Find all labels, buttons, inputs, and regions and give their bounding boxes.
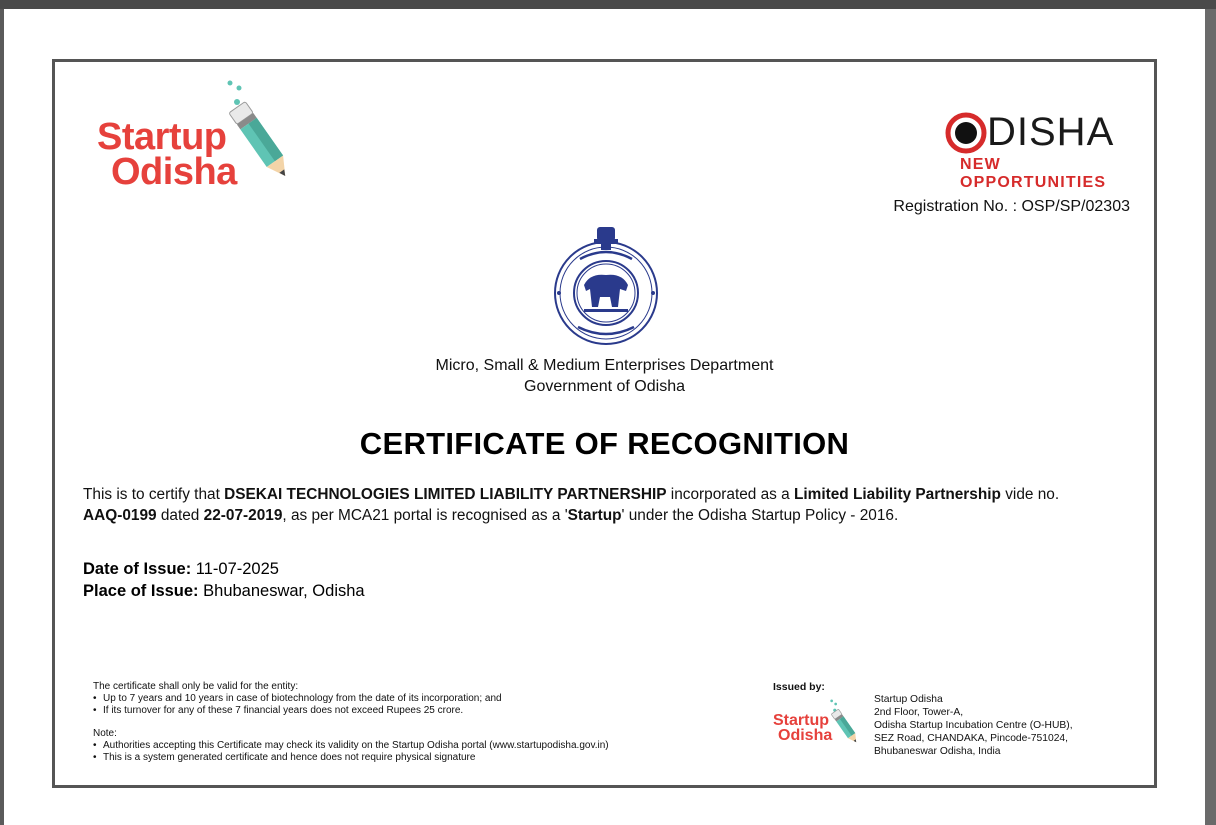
startup-odisha-small-line2: Odisha bbox=[778, 727, 833, 744]
odisha-logo bbox=[945, 107, 1135, 191]
validity-item: • If its turnover for any of these 7 financial years does not exceed Rupees 25 crore. bbox=[93, 705, 609, 717]
certificate-body bbox=[83, 484, 1143, 526]
entity-name: DSEKAI TECHNOLOGIES LIMITED LIABILITY PARTNERSHIP bbox=[224, 486, 667, 503]
address-line: Odisha Startup Incubation Centre (O-HUB), bbox=[874, 720, 1073, 731]
certificate-title: CERTIFICATE OF RECOGNITION bbox=[359, 426, 850, 461]
startup-odisha-logo-small bbox=[769, 695, 869, 755]
body-text-6: ' under the Odisha Startup Policy - 2016. bbox=[621, 507, 899, 524]
odisha-logo-word: DISHA bbox=[987, 110, 1115, 154]
place-of-issue-value: Bhubaneswar, Odisha bbox=[198, 582, 365, 600]
department-name: Micro, Small & Medium Enterprises Department bbox=[435, 357, 774, 374]
state-emblem-icon bbox=[550, 225, 662, 345]
date-of-issue bbox=[83, 560, 279, 579]
body-text-3: vide no. bbox=[1000, 486, 1060, 503]
body-text-4: dated bbox=[156, 507, 204, 524]
note-item: • Authorities accepting this Certificate may check its validity on the Startup Odisha portal (www.startupodisha.gov.in) bbox=[93, 740, 609, 752]
place-of-issue bbox=[83, 582, 365, 601]
note-heading: Note: bbox=[93, 728, 117, 739]
address-line: SEZ Road, CHANDAKA, Pincode-751024, bbox=[874, 733, 1069, 744]
startup-word: Startup bbox=[567, 507, 622, 524]
odisha-circle-icon bbox=[945, 112, 987, 154]
startup-odisha-logo-line2: Odisha bbox=[111, 151, 237, 193]
government-name: Government of Odisha bbox=[524, 378, 685, 395]
address-line: Bhubaneswar Odisha, India bbox=[874, 746, 1001, 757]
body-text-1: This is to certify that bbox=[83, 486, 225, 503]
startup-odisha-logo bbox=[97, 80, 307, 193]
validity-heading: The certificate shall only be valid for the entity: bbox=[93, 681, 299, 692]
date-of-issue-value: 11-07-2025 bbox=[191, 560, 279, 578]
address-line: Startup Odisha bbox=[874, 694, 943, 705]
place-of-issue-label: Place of Issue: bbox=[83, 582, 199, 600]
note-item: • This is a system generated certificate and hence does not require physical signature bbox=[93, 752, 609, 764]
validity-item: • Up to 7 years and 10 years in case of biotechnology from the date of its incorporation; and bbox=[93, 693, 609, 705]
viewer-top-bar bbox=[0, 0, 1216, 9]
body-text-5: , as per MCA21 portal is recognised as a ' bbox=[282, 507, 568, 524]
pdf-page bbox=[4, 9, 1205, 825]
address-line: 2nd Floor, Tower-A, bbox=[874, 707, 964, 718]
startup-odisha-logo-line1: Startup bbox=[97, 116, 227, 158]
certificate-border bbox=[52, 59, 1157, 788]
registration-number: Registration No. : OSP/SP/02303 bbox=[893, 198, 1130, 215]
issuer-address bbox=[874, 693, 1073, 758]
viewer-scrollbar[interactable] bbox=[1205, 9, 1216, 825]
body-text-2: incorporated as a bbox=[666, 486, 794, 503]
incorporation-number: AAQ-0199 bbox=[83, 507, 157, 524]
date-of-issue-label: Date of Issue: bbox=[83, 560, 192, 578]
issued-by-label: Issued by: bbox=[773, 681, 825, 693]
entity-type: Limited Liability Partnership bbox=[793, 486, 1001, 503]
incorporation-date: 22-07-2019 bbox=[203, 507, 283, 524]
startup-odisha-small-line1: Startup bbox=[773, 712, 829, 729]
validity-notes bbox=[93, 681, 609, 764]
odisha-logo-tagline: NEW OPPORTUNITIES bbox=[960, 156, 1107, 191]
